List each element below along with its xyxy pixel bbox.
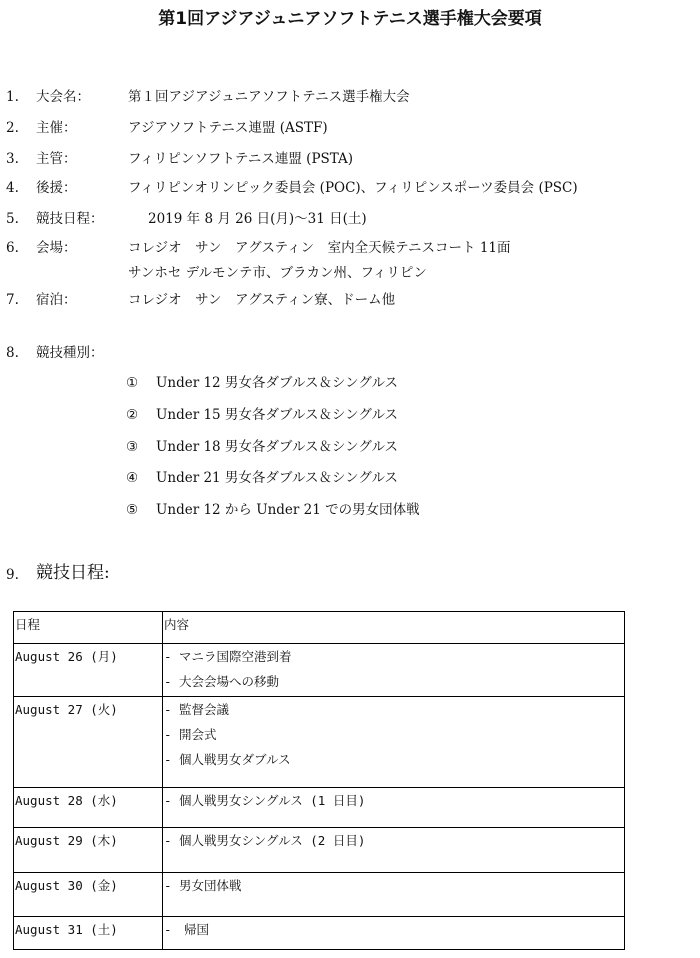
- item-number: 4.: [6, 180, 19, 196]
- table-row: [14, 873, 625, 917]
- event-item: [126, 374, 398, 392]
- table-row: [14, 917, 625, 950]
- header-cell-content: 内容: [163, 612, 625, 644]
- event-text: Under 21 男女各ダブルス＆シングルス: [156, 470, 399, 486]
- item-number: 8.: [6, 345, 19, 361]
- item-value: コレジオ サン アグスティン 室内全天候テニスコート 11面: [128, 240, 511, 256]
- event-marker: ①: [126, 375, 139, 391]
- date-cell: August 27 (火): [14, 697, 163, 788]
- item-label: 宿泊：: [36, 292, 77, 308]
- event-marker: ⑤: [126, 502, 139, 518]
- item-number: 5.: [6, 211, 19, 227]
- item-value: 2019 年 8 月 26 日(月)～31 日(土): [148, 211, 367, 227]
- schedule-item: - 男女団体戦: [164, 878, 242, 893]
- item-number: 2.: [6, 120, 19, 136]
- date-cell: August 30 (金): [14, 873, 163, 917]
- item-value: フィリピンソフトテニス連盟 (PSTA): [128, 151, 354, 167]
- section-title: 競技日程:: [36, 563, 110, 583]
- document-title: 第1回アジアジュニアソフトテニス選手権大会要項: [158, 9, 542, 29]
- table-row: [14, 697, 625, 788]
- event-text: Under 12 から Under 21 での男女団体戦: [156, 502, 420, 518]
- table-header-row: [14, 612, 625, 644]
- date-cell: August 31 (土): [14, 917, 163, 950]
- item-number: 1.: [6, 89, 19, 105]
- content-cell: [163, 828, 625, 873]
- item-value: アジアソフトテニス連盟 (ASTF): [128, 120, 328, 136]
- item-number: 6.: [6, 240, 19, 256]
- schedule-item: - 開会式: [164, 727, 217, 742]
- date-cell: August 29 (木): [14, 828, 163, 873]
- content-cell: [163, 917, 625, 950]
- event-item: [126, 501, 420, 519]
- item-label: 競技日程：: [36, 211, 104, 227]
- table-row: [14, 788, 625, 828]
- content-cell: [163, 697, 625, 788]
- event-item: [126, 438, 398, 456]
- item-label: 競技種別：: [36, 345, 104, 361]
- item-label: 後援：: [36, 180, 77, 196]
- date-cell: August 26 (月): [14, 644, 163, 697]
- item-label: 大会名：: [36, 89, 90, 105]
- date-cell: August 28 (水): [14, 788, 163, 828]
- content-cell: [163, 873, 625, 917]
- item-label: 会場：: [36, 240, 77, 256]
- event-text: Under 15 男女各ダブルス＆シングルス: [156, 407, 399, 423]
- schedule-item: - 個人戦男女シングルス (1 日目): [164, 793, 366, 808]
- event-item: [126, 406, 398, 424]
- content-cell: [163, 788, 625, 828]
- event-item: [126, 469, 398, 487]
- item-value: コレジオ サン アグスティン寮、ドーム他: [128, 292, 396, 308]
- schedule-item: - マニラ国際空港到着: [164, 649, 292, 664]
- schedule-item: - 個人戦男女ダブルス: [164, 752, 291, 767]
- section-number: 9.: [6, 567, 19, 583]
- item-value: フィリピンオリンピック委員会 (POC)、フィリピンスポーツ委員会 (PSC): [128, 180, 578, 196]
- schedule-item: - 帰国: [164, 922, 210, 937]
- item-label: 主管：: [36, 151, 77, 167]
- item-value-line2: サンホセ デルモンテ市、ブラカン州、フィリピン: [128, 265, 427, 281]
- schedule-item: - 大会会場への移動: [164, 674, 280, 689]
- event-marker: ④: [126, 470, 139, 486]
- schedule-table: [13, 611, 625, 950]
- schedule-item: - 監督会議: [164, 702, 230, 717]
- header-cell-date: 日程: [14, 612, 163, 644]
- table-row: [14, 644, 625, 697]
- item-label: 主催：: [36, 120, 77, 136]
- item-value: 第１回アジアジュニアソフトテニス選手権大会: [128, 89, 410, 105]
- schedule-item: - 個人戦男女シングルス (2 日目): [164, 833, 366, 848]
- event-marker: ③: [126, 439, 139, 455]
- event-marker: ②: [126, 407, 139, 423]
- content-cell: [163, 644, 625, 697]
- table-row: [14, 828, 625, 873]
- event-text: Under 12 男女各ダブルス＆シングルス: [156, 375, 399, 391]
- event-text: Under 18 男女各ダブルス＆シングルス: [156, 439, 399, 455]
- item-number: 7.: [6, 292, 19, 308]
- item-number: 3.: [6, 151, 19, 167]
